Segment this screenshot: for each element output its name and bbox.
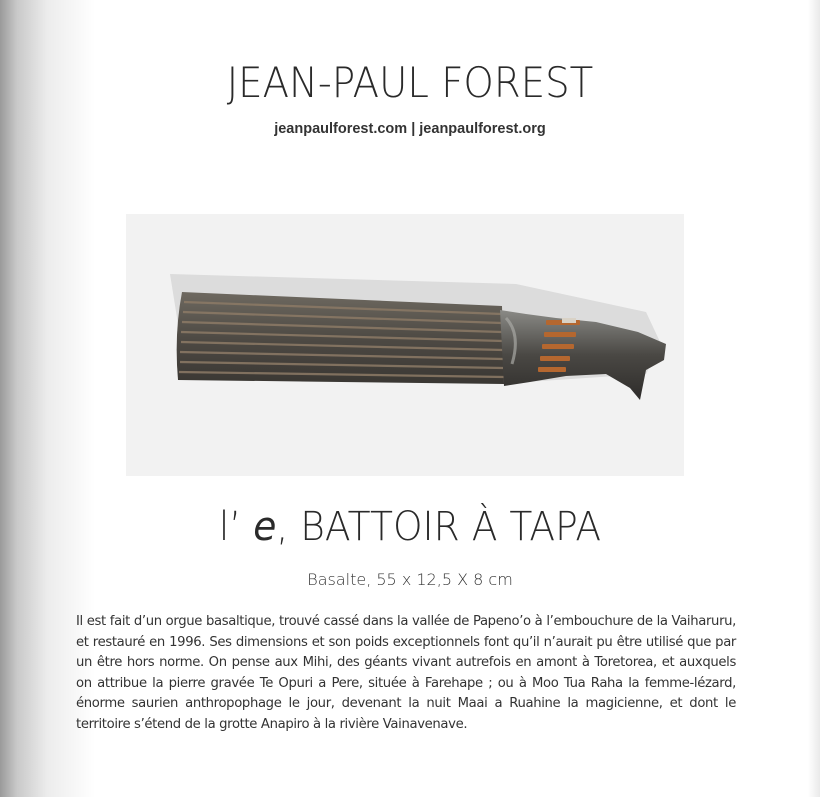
author-name: JEAN-PAUL FOREST — [226, 58, 594, 107]
page-edge-shadow — [808, 0, 820, 797]
artwork-title — [25, 504, 796, 550]
title-italic-word: e — [253, 504, 277, 550]
title-suffix: , BATTOIR À TAPA — [276, 504, 602, 550]
artwork-description: Il est fait d’un orgue basaltique, trouvé cassé dans la vallée de Papeno’o à l’embouchure de la Vaiharuru, et restauré en 1996. Ses dimensions et son poids exceptionnels font qu’il n’aurait pu être utilisé que par un être hors norme. On pense aux Mihi, des géants vivant autrefois en amont à Toretorea, et auxquels on attribue la pierre gravée Te Opuri a Pere, située à Farehape ; ou à Moo Tua Raha la femme-lézard, énorme saurien anthropophage le jour, devenant la nuit Maai a Ruahine la magicienne, et dont le territoire s’étend de la grotte Anapiro à la rivière Vainavenave. — [76, 614, 736, 732]
beater-blade — [177, 292, 504, 384]
artwork-photo — [126, 214, 684, 476]
artwork-dimensions: Basalte, 55 x 12,5 X 8 cm — [307, 570, 513, 589]
title-prefix: l’ — [218, 504, 254, 550]
tapa-beater-image — [126, 214, 684, 476]
website-links: jeanpaulforest.com | jeanpaulforest.org — [274, 121, 546, 137]
